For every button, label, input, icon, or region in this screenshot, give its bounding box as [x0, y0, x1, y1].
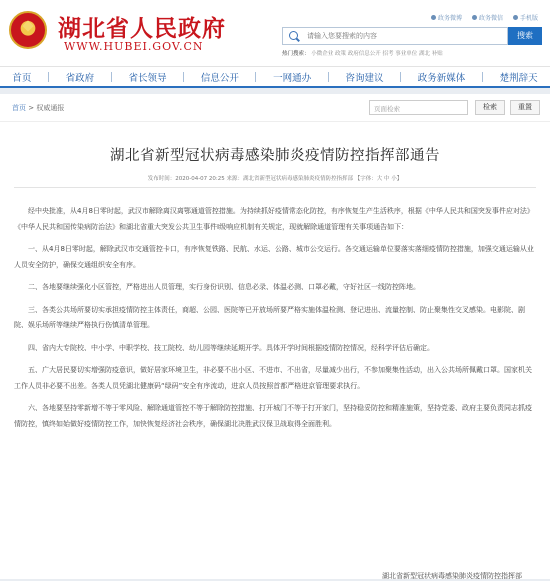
search-button[interactable]: 搜索 [508, 27, 542, 45]
nav-last-item[interactable]: 楚荆辞天 [499, 72, 538, 84]
article-paragraph: 四、省内大专院校、中小学、中职学校、技工院校、幼儿园等继续延期开学。具体开学时间根据疫情防控情况，经科学评估后确定。 [28, 343, 434, 352]
main-nav [0, 66, 550, 88]
hot-searches [282, 49, 443, 57]
page-search-button[interactable]: 检索 [475, 100, 505, 115]
top-link-wechat[interactable]: 政务微信 [472, 13, 503, 22]
article-body [14, 204, 536, 439]
article-meta: 发布时间：2020-04-07 20:25 来源：湖北省新型冠状病毒感染肺炎疫情防控指挥部 【字体：大 中 小】 [147, 176, 403, 182]
article-paragraph: 六、各地要坚持零新增不等于零风险、解除通道管控不等于解除防控措施、打开城门不等于打开家门，坚持稳妥防控和精准施策，坚持党委、政府主要负责同志抓疫情防控，慎终如始做好疫情防控工作，加快恢复经济社会秩序，确保湖北决胜武汉保卫战取得全面胜利。 [14, 404, 532, 428]
wechat-icon [472, 15, 477, 20]
nav-divider [482, 72, 483, 82]
search-input[interactable] [307, 30, 497, 42]
nav-divider [328, 72, 329, 82]
nav-divider [111, 72, 112, 82]
site-url: WWW.HUBEI.GOV.CN [64, 40, 204, 53]
weibo-icon [431, 15, 436, 20]
title-divider [14, 187, 536, 188]
nav-divider [400, 72, 401, 82]
top-link-weibo[interactable]: 政务微博 [431, 13, 462, 22]
hot-search-words[interactable]: 小微企业 政策 政府信息公开 招考 事业单位 湖北 补贴 [311, 51, 443, 57]
nav-online-services[interactable]: 一网通办 [273, 72, 312, 84]
search-box [282, 27, 508, 45]
search-icon [289, 31, 298, 40]
nav-home[interactable]: 首页 [12, 72, 32, 84]
nav-consultation[interactable]: 咨询建议 [345, 72, 384, 84]
article-signature: 湖北省新型冠状病毒感染肺炎疫情防控指挥部 [382, 572, 522, 580]
top-links [431, 13, 538, 22]
nav-divider [48, 72, 49, 82]
page-search-input[interactable]: 页面检索 [369, 100, 468, 115]
breadcrumb [12, 103, 64, 113]
breadcrumb-separator: > [26, 104, 37, 112]
nav-government[interactable]: 省政府 [65, 72, 95, 84]
site-header [0, 0, 550, 66]
breadcrumb-home[interactable]: 首页 [12, 104, 26, 112]
nav-new-media[interactable]: 政务新媒体 [417, 72, 466, 84]
breadcrumb-current[interactable]: 权威通报 [36, 104, 65, 112]
page-reset-button[interactable]: 重置 [510, 100, 540, 115]
hot-search-label: 热门搜索： [282, 51, 310, 57]
article-paragraph: 二、各地要继续强化小区管控，严格进出人员管理，实行身份识别、信息必录、体温必测、口罩必戴，守好社区一线防控阵地。 [28, 283, 420, 291]
content-panel [0, 94, 550, 579]
nav-divider [255, 72, 256, 82]
article-paragraph: 五、广大居民要切实增强防疫意识，做好居家环境卫生，非必要不出小区、不进市、不出省，尽量减少出行，不参加聚集性活动，出入公共场所佩戴口罩。国家机关工作人员非必要不出差。各类人员凭湖北健康码“绿码”安全有序流动，进京人员按照首都严格进京管理要求执行。 [14, 366, 532, 390]
article-paragraph: 三、各类公共场所要切实承担疫情防控主体责任，商超、公园、医院等已开放场所要严格实施体温检测、登记进出、流量控制、防止聚集性交叉感染。电影院、剧院、娱乐场所等继续严格执行伤慎清单管理。 [14, 305, 525, 329]
site-title[interactable]: 湖北省人民政府 [58, 16, 226, 42]
nav-governor[interactable]: 省长领导 [128, 72, 167, 84]
top-link-mobile[interactable]: 手机版 [513, 13, 538, 22]
national-emblem-icon [9, 11, 47, 49]
article-paragraph: 一、从4月8日零时起，解除武汉市交通管控卡口，有序恢复铁路、民航、水运、公路、城市公交运行。各交通运输单位要落实落细疫情防控措施，加强交通运输从业人员安全防护，确保交通组织安全有序。 [14, 245, 534, 269]
article-paragraph: 经中央批准，从4月8日零时起，武汉市解除离汉离鄂通道管控措施。为持续抓好疫情常态化防控，有序恢复生产生活秩序，根据《中华人民共和国突发事件应对法》《中华人民共和国传染病防治法》和湖北省重大突发公共卫生事件Ⅰ级响应机制有关规定，现就解除通道管理有关事项通告如下： [14, 207, 534, 231]
nav-divider [183, 72, 184, 82]
article-title: 湖北省新型冠状病毒感染肺炎疫情防控指挥部通告 [110, 148, 440, 164]
mobile-icon [513, 15, 518, 20]
breadcrumb-bar [0, 94, 550, 122]
nav-info-disclosure[interactable]: 信息公开 [200, 72, 239, 84]
